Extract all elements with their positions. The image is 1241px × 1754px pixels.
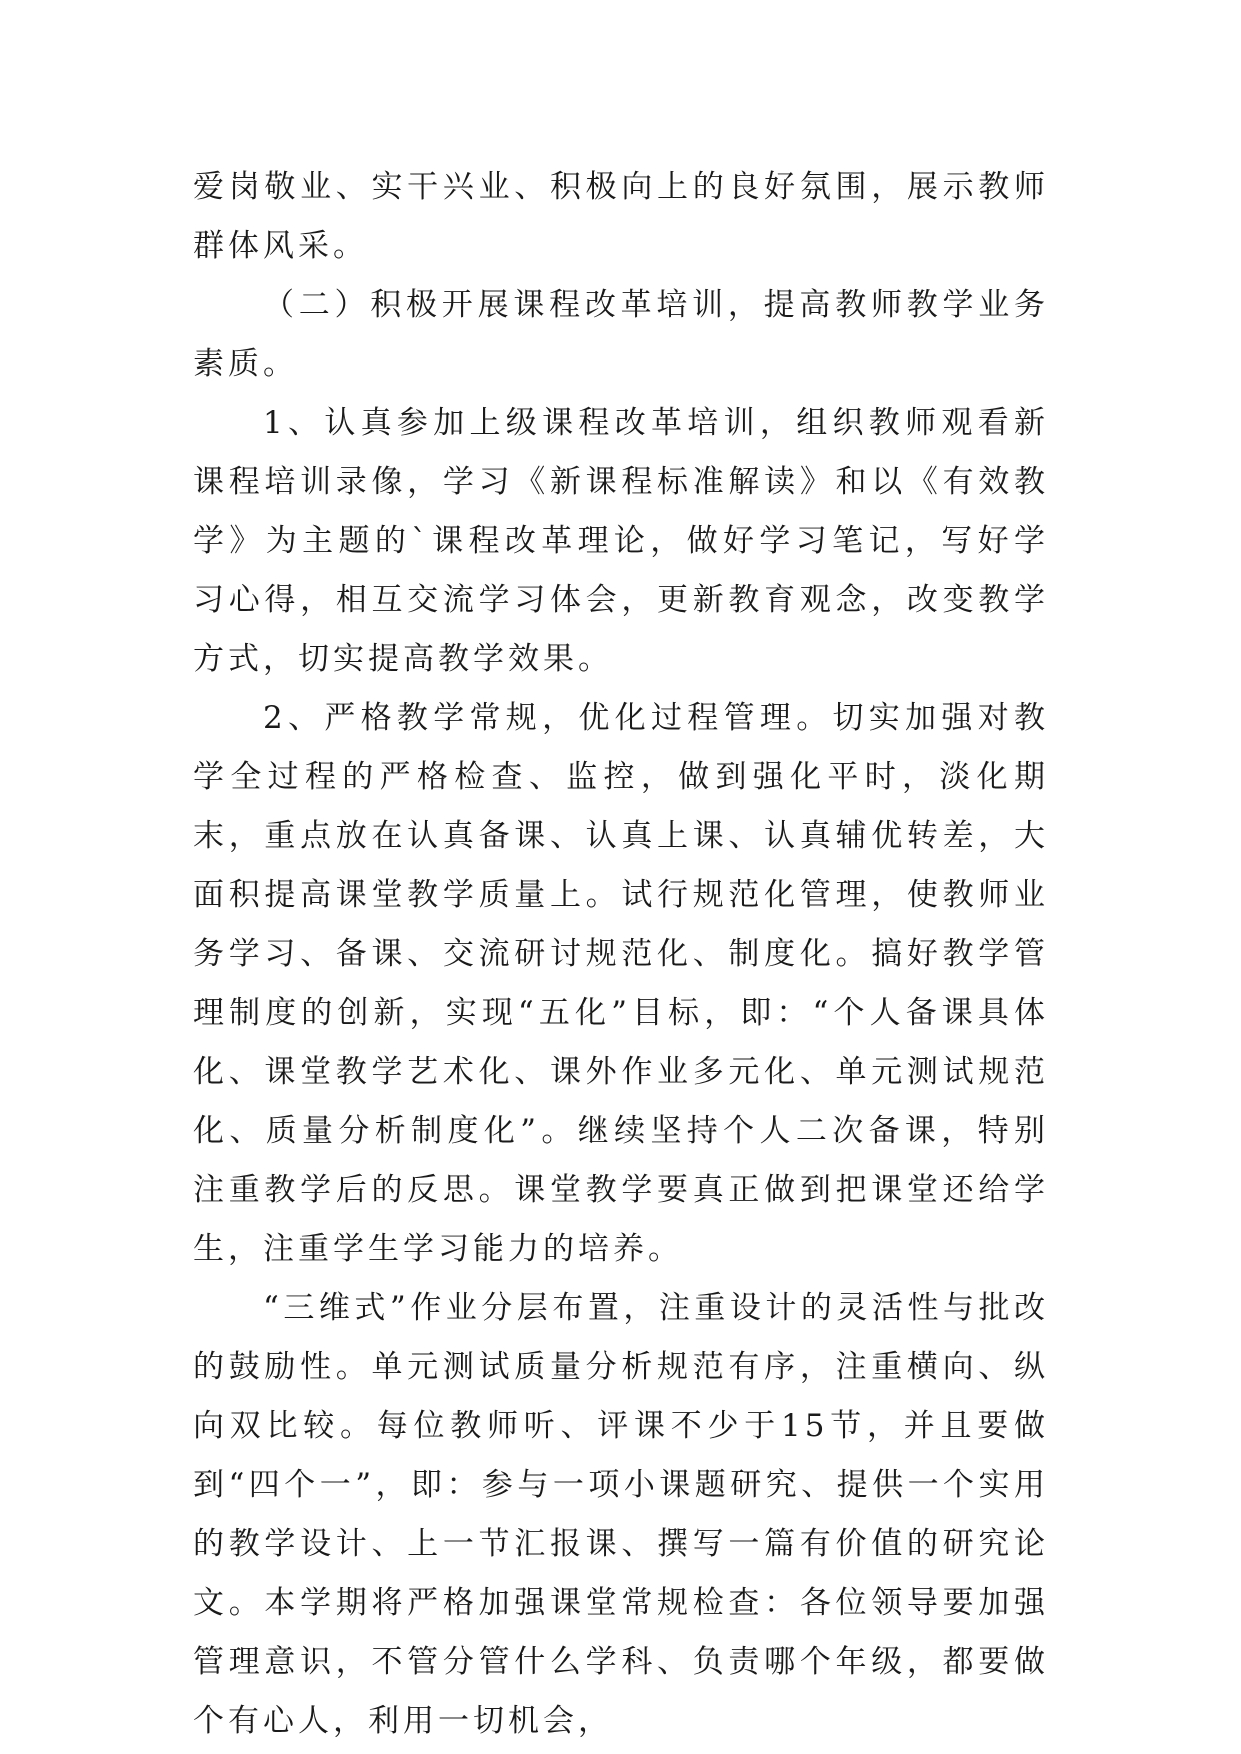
paragraph-homework: “三维式”作业分层布置，注重设计的灵活性与批改的鼓励性。单元测试质量分析规范有序，注重横向、纵向双比较。每位教师听、评课不少于15节，并且要做到“四个一”，即：参与一项小课题研究、提供一个实用的教学设计、上一节汇报课、撰写一篇有价值的研究论文。本学期将严格加强课堂常规检查：各位领导要加强管理意识，不管分管什么学科、负责哪个年级，都要做个有心人，利用一切机会， bbox=[193, 1290, 1049, 1739]
paragraph-item-1: 1、认真参加上级课程改革培训，组织教师观看新课程培训录像，学习《新课程标准解读》和以《有效教学》为主题的`课程改革理论，做好学习笔记，写好学习心得，相互交流学习体会，更新教育观念，改变教学方式，切实提高教学效果。 bbox=[193, 405, 1049, 677]
paragraph-continuation: 爱岗敬业、实干兴业、积极向上的良好氛围，展示教师群体风采。 bbox=[193, 169, 1049, 264]
section-heading: （二）积极开展课程改革培训，提高教师教学业务素质。 bbox=[193, 287, 1049, 382]
document-body bbox=[193, 158, 1049, 1751]
paragraph-item-2: 2、严格教学常规，优化过程管理。切实加强对教学全过程的严格检查、监控，做到强化平时，淡化期末，重点放在认真备课、认真上课、认真辅优转差，大面积提高课堂教学质量上。试行规范化管理，使教师业务学习、备课、交流研讨规范化、制度化。搞好教学管理制度的创新，实现“五化”目标，即：“个人备课具体化、课堂教学艺术化、课外作业多元化、单元测试规范化、质量分析制度化”。继续坚持个人二次备课，特别注重教学后的反思。课堂教学要真正做到把课堂还给学生，注重学生学习能力的培养。 bbox=[193, 700, 1049, 1267]
